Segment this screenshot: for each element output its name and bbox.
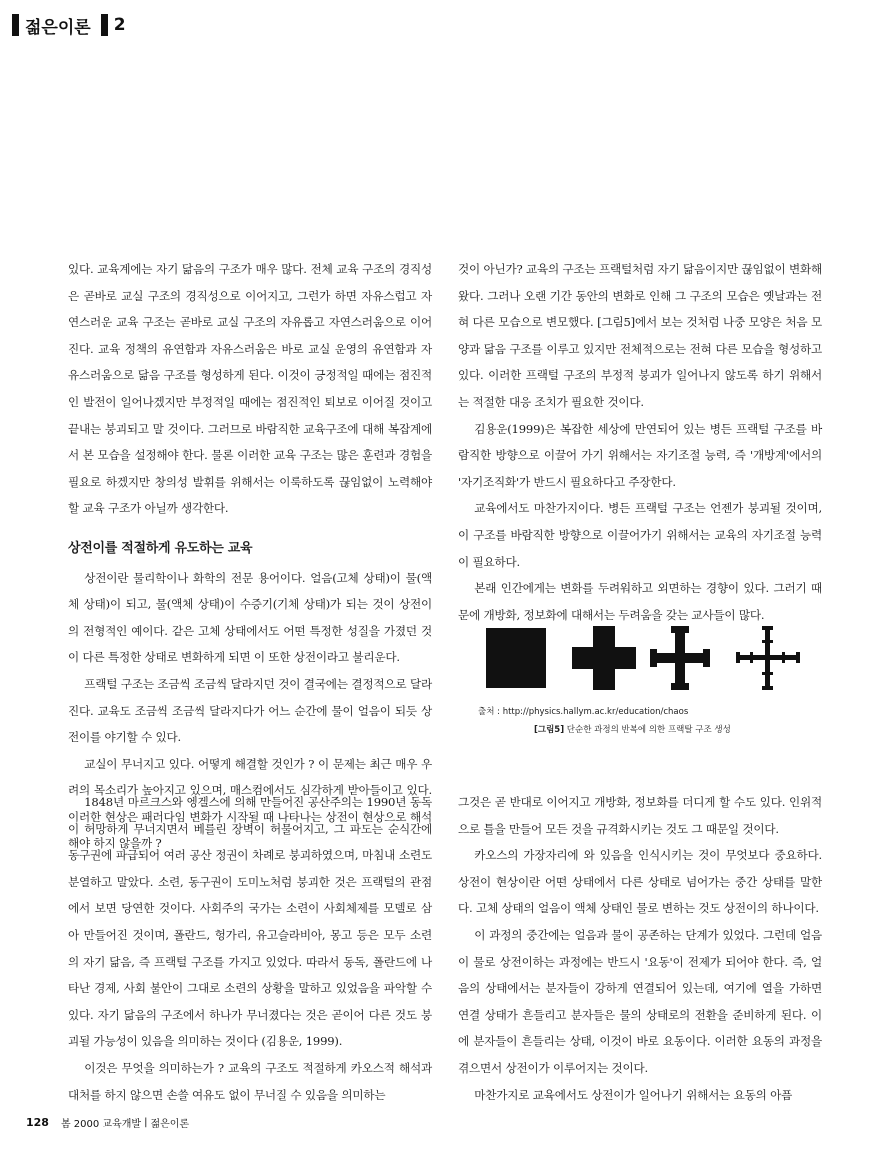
header-bar-icon <box>12 14 19 36</box>
figure-description: 단순한 과정의 반복에 의한 프랙탈 구조 생성 <box>564 725 731 735</box>
paragraph: 것이 아닌가? 교육의 구조는 프랙털처럼 자기 닮음이지만 끊임없이 변화해 왔다. 그러나 오랜 기간 동안의 변화로 인해 그 구조의 모습은 옛날과는 전혀 다른 모습으로 변모했다. [그림5]에서 보는 것처럼 나중 모양은 처음 모양과 닮음 구조를 이루고 있지만 전체적으로는 전혀 다른 모습을 형성하고 있다. 이러한 프랙털 구조의 부정적 붕괴가 일어나지 않도록 하기 위해서는 적절한 대응 조치가 필요한 것이다. <box>458 262 822 409</box>
figure-label <box>478 723 838 735</box>
footer-section: 젊은이론 <box>150 1119 190 1130</box>
paragraph: 상전이란 물리학이나 화학의 전문 용어이다. 얼음(고체 상태)이 물(액체 상태)이 되고, 물(액체 상태)이 수증기(기체 상태)가 되는 것이 상전이의 전형적인 예이다. 같은 고체 상태에서도 어떤 특정한 성질을 가졌던 것이 다른 특정한 상태로 변화하게 되면 이 또한 상전이라고 불리운다. <box>68 570 432 665</box>
fractal-step-4 <box>736 626 800 690</box>
figure-number: [그림5] <box>534 725 565 735</box>
paragraph: 교육에서도 마찬가지이다. 병든 프랙털 구조는 언젠가 붕괴될 것이며, 이 구조를 바람직한 방향으로 이끌어가기 위해서는 교육의 자기조절 능력이 필요하다. <box>458 501 822 569</box>
section-title: 젊은이론 <box>25 17 91 38</box>
paragraph: 1848년 마르크스와 엥겔스에 의해 만들어진 공산주의는 1990년 동독이 허망하게 무너지면서 베를린 장벽이 허물어지고, 그 파도는 순식간에 동구권에 파급되어 여러 공산 정권이 차례로 붕괴하였으며, 마침내 소련도 분열하고 말았다. 소련, 동구권이 도미노처럼 붕괴한 것은 프랙털의 관점에서 보면 당연한 것이다. 사회주의 국가는 소련이 사회체제를 모델로 삼아 만들어진 것이며, 폴란드, 헝가리, 유고슬라비아, 몽고 등은 모두 소련의 자기 닮음, 즉 프랙털 구조를 가지고 있었다. 따라서 동독, 폴란드에 나타난 경제, 사회 불안이 그대로 소련의 상황을 말하고 있었음을 파악할 수 있다. 자기 닮음의 구조에서 하나가 무너졌다는 것은 곧이어 다른 것도 붕괴될 가능성이 있음을 의미하는 것이다 (김용운, 1999). <box>68 795 432 1049</box>
page-number: 128 <box>26 1116 49 1129</box>
footer-separator: | <box>144 1117 148 1128</box>
fractal-step-1 <box>486 628 546 688</box>
issue-title: 봄 2000 교육개발 <box>60 1119 142 1130</box>
paragraph: 카오스의 가장자리에 와 있음을 인식시키는 것이 무엇보다 중요하다. 상전이 현상이란 어떤 상태에서 다른 상태로 넘어가는 중간 상태를 말한다. 고체 상태의 얼음이 액체 상태인 물로 변하는 것도 상전이의 하나이다. <box>458 848 822 916</box>
paragraph: 이것은 무엇을 의미하는가 ? 교육의 구조도 적절하게 카오스적 해석과 대처를 하지 않으면 손쓸 여유도 없이 무너질 수 있음을 의미하는 <box>68 1060 432 1102</box>
fractal-step-3 <box>650 626 710 690</box>
figure-source: 출처 : http://physics.hallym.ac.kr/education/chaos <box>478 707 689 717</box>
left-column-top <box>68 256 432 857</box>
right-column-top <box>458 256 822 628</box>
paragraph: 그것은 곧 반대로 이어지고 개방화, 정보화를 더디게 할 수도 있다. 인위적으로 틀을 만들어 모든 것을 규격화시키는 것도 그 때문일 것이다. <box>458 795 822 836</box>
paragraph: 있다. 교육계에는 자기 닮음의 구조가 매우 많다. 전체 교육 구조의 경직성은 곧바로 교실 구조의 경직성으로 이어지고, 그런가 하면 자유스럽고 자연스러운 교육 구조는 곧바로 교실 구조의 자유롭고 자연스러움으로 이어진다. 교육 정책의 유연함과 자유스러움은 바로 교실 운영의 유연함과 자유스러움으로 닮음 구조를 형성하게 된다. 이것이 긍정적일 때에는 점진적인 발전이 일어나겠지만 부정적일 때에는 점진적인 퇴보로 이어질 것이고 끝내는 붕괴되고 말 것이다. 그러므로 바람직한 교육구조에 대해 복잡계에서 본 모습을 설정해야 한다. 물론 이러한 교육 구조는 많은 훈련과 경험을 필요로 하겠지만 창의성 발휘를 위해서는 이룩하도록 끊임없이 노력해야 할 교육 구조가 아닐까 생각한다. <box>68 262 432 516</box>
paragraph: 마찬가지로 교육에서도 상전이가 일어나기 위해서는 요동의 아픔 <box>474 1087 793 1102</box>
figure-caption <box>478 705 838 735</box>
right-column-bottom <box>458 789 822 1108</box>
section-header <box>12 12 126 38</box>
left-column-bottom <box>68 789 432 1108</box>
paragraph: 본래 인간에게는 변화를 두려워하고 외면하는 경향이 있다. 그러기 때문에 개방화, 정보화에 대해서는 두려움을 갖는 교사들이 많다. <box>458 581 822 622</box>
paragraph: 교실이 무너지고 있다. 어떻게 해결할 것인가 ? 이 문제는 최근 매우 우려의 목소리가 높아지고 있으며, 매스컴에서도 심각하게 받아들이고 있다. 이러한 현상은 패러다임 변화가 시작될 때 나타나는 상전이 현상으로 해석해야 하지 않을까 ? <box>68 756 432 851</box>
section-heading: 상전이를 적절하게 유도하는 교육 <box>68 540 253 556</box>
fractal-figure <box>478 622 828 694</box>
paragraph: 프랙털 구조는 조금씩 조금씩 달라지던 것이 결국에는 결정적으로 달라진다. 교육도 조금씩 조금씩 달라지다가 어느 순간에 물이 얼음이 되듯 상전이를 야기할 수 있다. <box>68 676 432 745</box>
fractal-diagram <box>478 622 828 694</box>
header-bar-icon <box>101 14 108 36</box>
paragraph: 이 과정의 중간에는 얼음과 물이 공존하는 단계가 있었다. 그런데 얼음이 물로 상전이하는 과정에는 반드시 '요동'이 전제가 되어야 한다. 즉, 얼음의 상태에서는 분자들이 강하게 연결되어 있는데, 여기에 열을 가하면 연결 상태가 흔들리고 분자들은 물의 상태로의 전환을 준비하게 된다. 이에 분자들이 흔들리는 상태, 이것이 바로 요동이다. 이러한 요동의 과정을 겪으면서 상전이가 이루어지는 것이다. <box>458 927 822 1075</box>
fractal-step-2 <box>572 626 636 690</box>
section-number: 2 <box>113 15 126 35</box>
page-footer <box>26 1115 189 1130</box>
paragraph: 김용운(1999)은 복잡한 세상에 만연되어 있는 병든 프랙털 구조를 바람직한 방향으로 이끌어 가기 위해서는 자기조절 능력, 즉 '개방계'에서의 '자기조직화'가 반드시 필요하다고 주장한다. <box>458 421 822 489</box>
